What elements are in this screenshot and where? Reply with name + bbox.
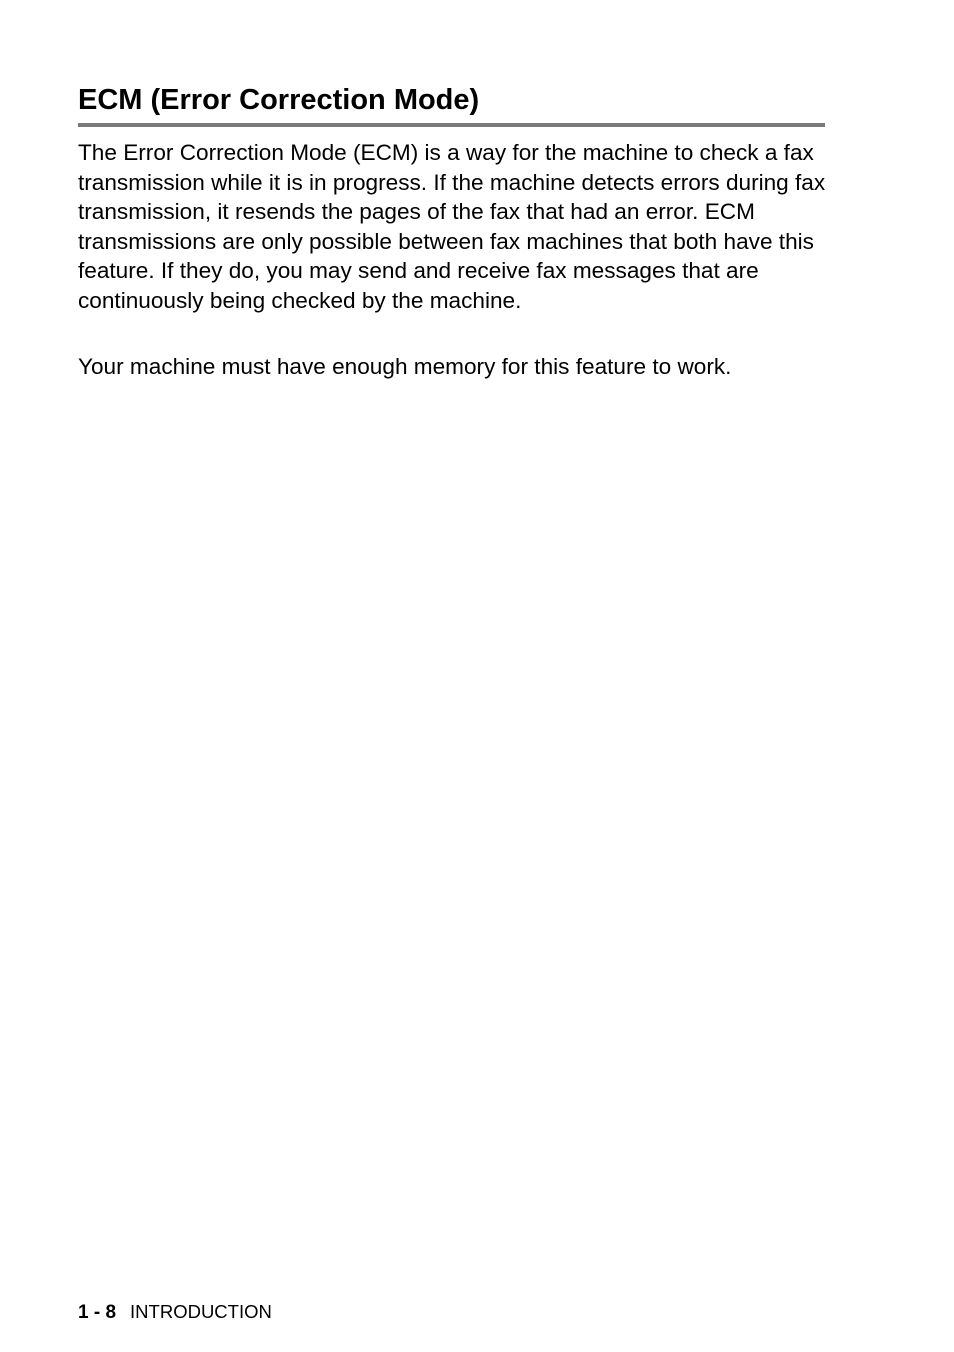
heading-rule [78, 123, 825, 127]
section-heading: ECM (Error Correction Mode) [78, 84, 480, 116]
footer-section-name: INTRODUCTION [130, 1301, 272, 1322]
page-number: 1 - 8 [78, 1302, 117, 1323]
body-paragraph: The Error Correction Mode (ECM) is a way for the machine to check a fax transmission while it is in progress. If the machine detects errors during fax transmission, it resends the pages of the fax that had an error. ECM transmissions are only possible between fax machines that both have this feature. If they do, you may send and receive fax messages that are continuously being checked by the machine. [78, 140, 826, 313]
page-footer [78, 1300, 272, 1325]
body-paragraph: Your machine must have enough memory for this feature to work. [78, 354, 732, 379]
